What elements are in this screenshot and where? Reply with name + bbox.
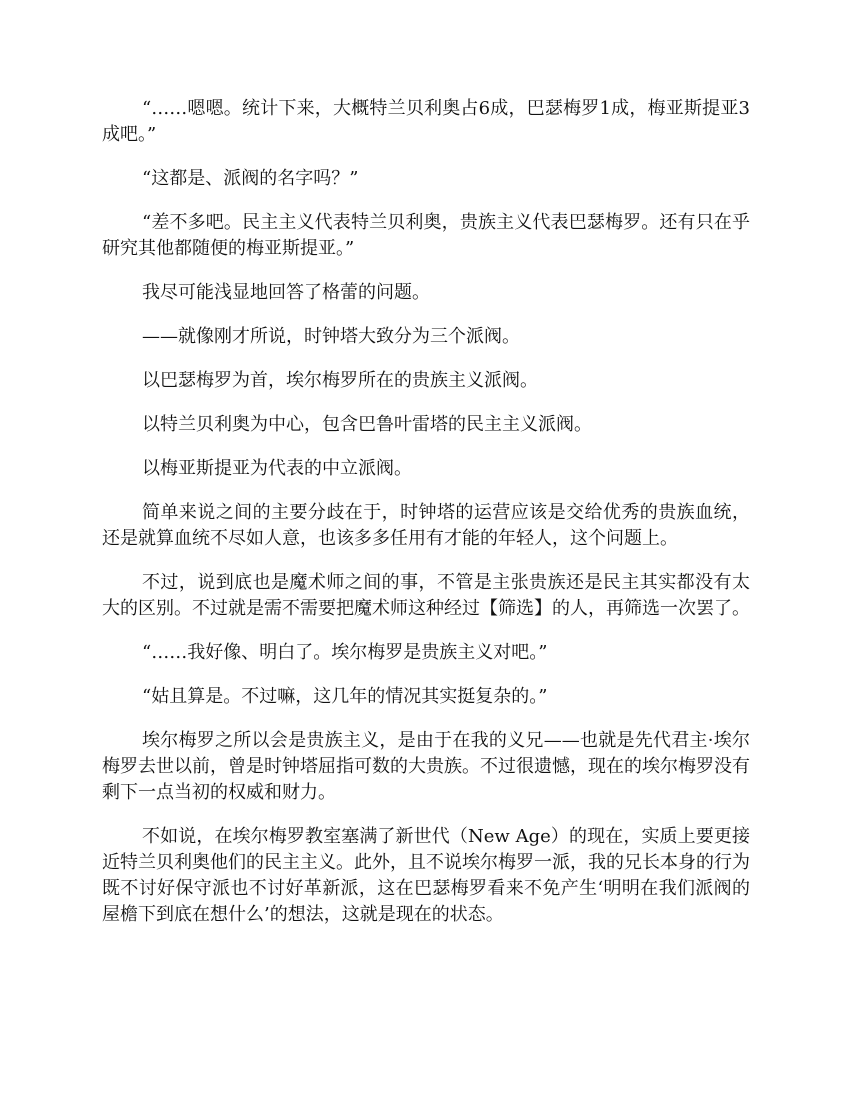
paragraph: “姑且算是。不过嘛，这几年的情况其实挺复杂的。” [142, 686, 548, 707]
paragraph: “差不多吧。民主主义代表特兰贝利奥，贵族主义代表巴瑟梅罗。还有只在乎研究其他都随便的梅亚斯提亚。” [102, 212, 750, 259]
paragraph: 不过，说到底也是魔术师之间的事，不管是主张贵族还是民主其实都没有太大的区别。不过就是需不需要把魔术师这种经过【筛选】的人，再筛选一次罢了。 [102, 572, 750, 619]
paragraph: 我尽可能浅显地回答了格蕾的问题。 [142, 282, 430, 303]
paragraph: 以梅亚斯提亚为代表的中立派阀。 [142, 458, 412, 479]
paragraph: 以巴瑟梅罗为首，埃尔梅罗所在的贵族主义派阀。 [142, 370, 538, 391]
paragraph: 以特兰贝利奥为中心，包含巴鲁叶雷塔的民主主义派阀。 [142, 414, 592, 435]
paragraph: “……嗯嗯。统计下来，大概特兰贝利奥占6成，巴瑟梅罗1成，梅亚斯提亚3成吧。” [102, 98, 750, 145]
paragraph: 埃尔梅罗之所以会是贵族主义，是由于在我的义兄——也就是先代君主·埃尔梅罗去世以前，曾是时钟塔屈指可数的大贵族。不过很遗憾，现在的埃尔梅罗没有剩下一点当初的权威和财力。 [102, 730, 750, 803]
paragraph: “……我好像、明白了。埃尔梅罗是贵族主义对吧。” [142, 642, 548, 663]
paragraph: 简单来说之间的主要分歧在于，时钟塔的运营应该是交给优秀的贵族血统，还是就算血统不尽如人意，也该多多任用有才能的年轻人，这个问题上。 [102, 502, 750, 549]
document-page [102, 96, 750, 946]
paragraph: 不如说，在埃尔梅罗教室塞满了新世代（New Age）的现在，实质上要更接近特兰贝利奥他们的民主主义。此外，且不说埃尔梅罗一派，我的兄长本身的行为既不讨好保守派也不讨好革新派，这在巴瑟梅罗看来不免产生‘明明在我们派阀的屋檐下到底在想什么’的想法，这就是现在的状态。 [102, 826, 750, 925]
paragraph: “这都是、派阀的名字吗？” [142, 168, 359, 189]
paragraph: ——就像刚才所说，时钟塔大致分为三个派阀。 [142, 326, 520, 347]
